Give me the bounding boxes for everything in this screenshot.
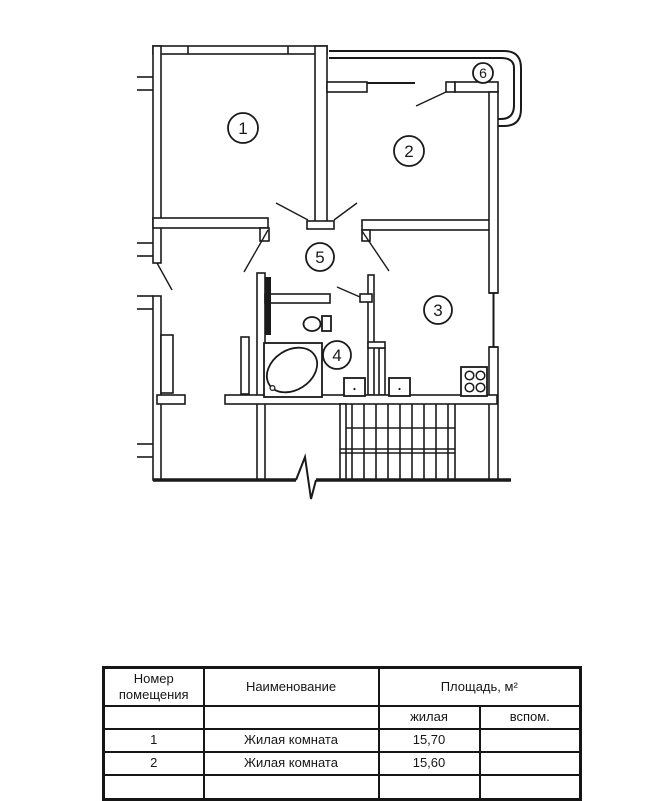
table-row-clipped	[104, 775, 581, 800]
table-row	[104, 729, 581, 752]
stove-burner	[476, 371, 485, 380]
cell-room-name	[204, 775, 379, 800]
cell-living-area: 15,70	[379, 729, 480, 752]
header-room-number: Номер помещения	[104, 668, 204, 707]
cabinet-dot	[398, 388, 400, 390]
wall-room2-top-right	[455, 82, 498, 92]
header-area: Площадь, м²	[379, 668, 581, 707]
wall-room2-top-left	[327, 82, 367, 92]
room-marker-2	[394, 136, 424, 166]
subheader-empty	[204, 706, 379, 729]
door-swing-lower-room	[244, 230, 268, 272]
wall-right-lower	[489, 347, 498, 480]
wall-top-room1	[153, 46, 327, 54]
room-marker-5	[306, 243, 334, 271]
room-marker-3	[424, 296, 452, 324]
room-2-label: 2	[404, 142, 414, 161]
room-6-label: 6	[479, 65, 487, 81]
cell-aux-area	[480, 775, 581, 800]
wall-bottom-left-piece	[157, 395, 185, 404]
stove-burner	[465, 383, 474, 392]
cell-room-number	[104, 775, 204, 800]
room-table	[102, 666, 582, 801]
cell-living-area: 15,60	[379, 752, 480, 775]
cell-room-number: 2	[104, 752, 204, 775]
room-marker-1	[228, 113, 258, 143]
room-1-label: 1	[238, 119, 248, 138]
wall-divider-rooms-1-2	[315, 46, 327, 222]
wall-closet-leaf	[241, 337, 249, 394]
wall-right-upper	[489, 92, 498, 293]
stove-burner	[465, 371, 474, 380]
room-4-label: 4	[332, 346, 342, 365]
cell-aux-area	[480, 729, 581, 752]
cell-living-area	[379, 775, 480, 800]
wall-kitchen-top	[362, 220, 490, 230]
cabinet-dot	[353, 388, 355, 390]
room-5-label: 5	[315, 248, 325, 267]
header-name: Наименование	[204, 668, 379, 707]
wall-left-lower	[153, 296, 161, 480]
room-3-label: 3	[433, 301, 443, 320]
wall-break-stubs	[137, 77, 153, 457]
room-marker-4	[323, 341, 351, 369]
bottom-wall	[153, 457, 511, 499]
wall-stair-left	[340, 404, 346, 480]
wall-divider-jamb	[307, 221, 334, 229]
wall-room2-jamb	[446, 82, 455, 92]
kitchen-fixtures	[344, 367, 487, 396]
toilet-tank	[322, 316, 331, 331]
wall-room1-bottom	[153, 218, 268, 228]
door-swings	[157, 92, 446, 297]
door-swing-kitchen	[362, 231, 389, 271]
room-marker-6	[473, 63, 493, 83]
door-jamb-bathroom	[360, 294, 372, 302]
wall-pier	[161, 335, 173, 393]
door-swing-room2	[334, 203, 357, 220]
wall-bath-right-lower	[379, 348, 385, 395]
door-swing-left-wall	[157, 263, 172, 290]
cell-aux-area	[480, 752, 581, 775]
door-swing-bathroom	[337, 287, 360, 297]
wall-bath-shelf	[265, 294, 330, 303]
subheader-empty	[104, 706, 204, 729]
wall-bath-right	[368, 275, 374, 395]
cell-room-name: Жилая комната	[204, 752, 379, 775]
break-symbol	[296, 457, 316, 499]
bathtub-drain	[270, 386, 275, 391]
table-subheader-row	[104, 706, 581, 729]
duct-shaft	[265, 277, 271, 335]
wall-left-upper	[153, 46, 161, 263]
cell-room-name: Жилая комната	[204, 729, 379, 752]
door-swing-room1	[276, 203, 308, 220]
toilet-icon	[304, 317, 321, 331]
table-header-row	[104, 668, 581, 707]
room-table-container	[102, 666, 580, 801]
cabinet-unit	[344, 378, 365, 396]
subheader-aux: вспом.	[480, 706, 581, 729]
cabinet-unit	[389, 378, 410, 396]
stove-burner	[476, 383, 485, 392]
cell-room-number: 1	[104, 729, 204, 752]
table-row	[104, 752, 581, 775]
staircase	[340, 404, 455, 480]
wall-bath-step	[368, 342, 385, 348]
subheader-living: жилая	[379, 706, 480, 729]
door-swing-balcony	[416, 92, 446, 106]
